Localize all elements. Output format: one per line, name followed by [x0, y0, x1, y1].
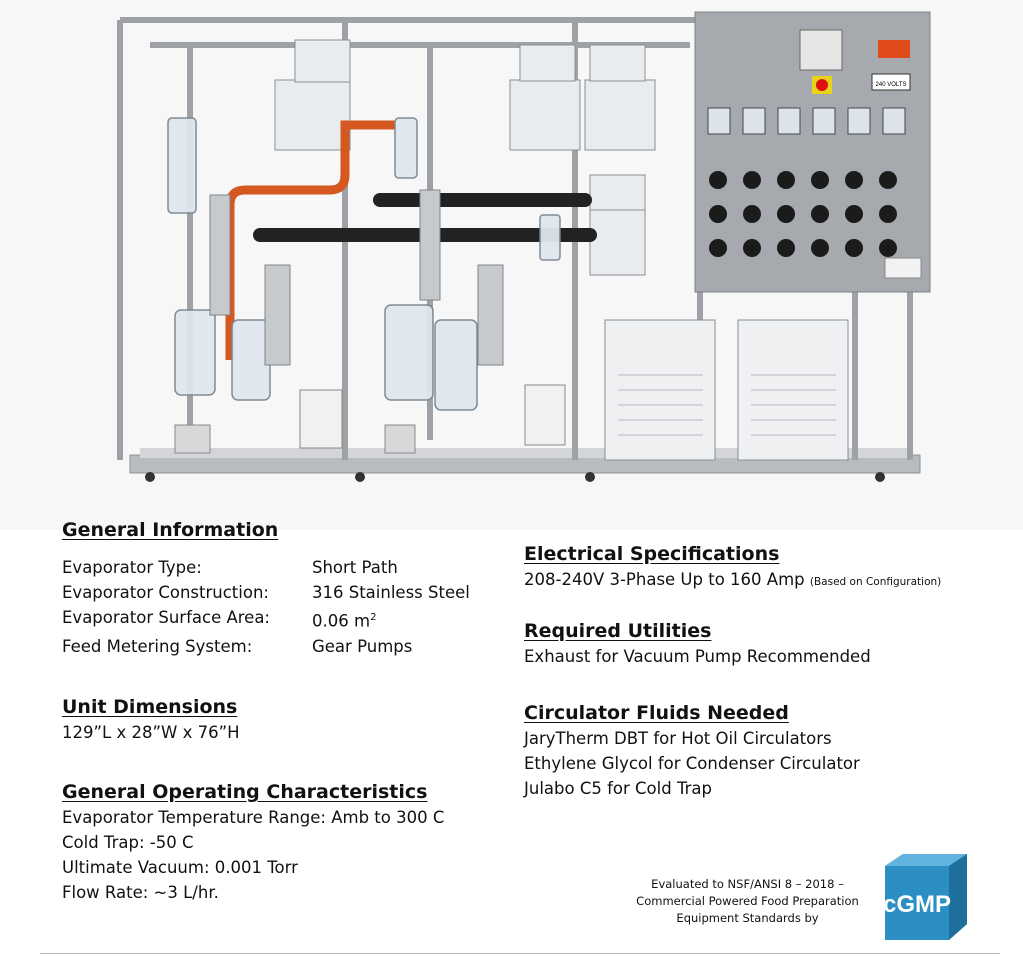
- info-label: Feed Metering System:: [62, 636, 253, 656]
- info-row: [62, 580, 470, 605]
- required-utilities-heading: Required Utilities: [524, 620, 712, 642]
- bottom-divider: [40, 953, 1000, 954]
- operating-line: Evaporator Temperature Range: Amb to 300 C: [62, 808, 445, 827]
- fluid-line: Ethylene Glycol for Condenser Circulator: [524, 754, 860, 773]
- required-utilities-section: [524, 620, 871, 669]
- electrical-specifications-section: [524, 543, 941, 595]
- info-row: [62, 634, 470, 659]
- info-value: Gear Pumps: [312, 636, 413, 656]
- fluid-line: JaryTherm DBT for Hot Oil Circulators: [524, 729, 832, 748]
- evaluation-note: [625, 876, 870, 927]
- general-information-section: [62, 519, 470, 659]
- unit-dimensions-value: 129”L x 28”W x 76”H: [62, 723, 240, 742]
- electrical-specifications-heading: Electrical Specifications: [524, 543, 780, 565]
- info-label: Evaporator Surface Area:: [62, 608, 270, 627]
- info-label: Evaporator Construction:: [62, 583, 269, 602]
- operating-characteristics-heading: General Operating Characteristics: [62, 781, 428, 803]
- surface-area-exponent: 2: [370, 612, 377, 623]
- electrical-value: 208-240V 3-Phase Up to 160 Amp: [524, 570, 805, 589]
- info-row: [62, 555, 470, 580]
- unit-dimensions-heading: Unit Dimensions: [62, 696, 238, 718]
- info-value: 316 Stainless Steel: [312, 583, 470, 602]
- operating-characteristics-section: [62, 781, 444, 905]
- operating-line: Cold Trap: -50 C: [62, 833, 194, 852]
- info-label: Evaporator Type:: [62, 558, 202, 577]
- general-information-heading: General Information: [62, 519, 279, 541]
- evaluation-line: Equipment Standards by: [676, 911, 819, 925]
- operating-line: Ultimate Vacuum: 0.001 Torr: [62, 858, 298, 877]
- cgmp-logo: [875, 852, 975, 944]
- surface-area-value: 0.06 m: [312, 611, 371, 631]
- evaluation-line: Evaluated to NSF/ANSI 8 – 2018 –: [651, 877, 844, 891]
- info-row: [62, 605, 470, 634]
- info-value: [312, 605, 376, 634]
- evaluation-line: Commercial Powered Food Preparation: [636, 894, 859, 908]
- electrical-note: (Based on Configuration): [809, 576, 942, 588]
- unit-dimensions-section: [62, 696, 240, 745]
- utilities-value: Exhaust for Vacuum Pump Recommended: [524, 647, 871, 666]
- info-value: Short Path: [312, 558, 398, 577]
- panel-voltage-label: 240 VOLTS: [875, 82, 907, 88]
- cgmp-logo-text: cGMP: [882, 891, 952, 918]
- circulator-fluids-heading: Circulator Fluids Needed: [524, 702, 789, 724]
- circulator-fluids-section: [524, 702, 860, 801]
- fluid-line: Julabo C5 for Cold Trap: [524, 779, 712, 798]
- operating-line: Flow Rate: ~3 L/hr.: [62, 883, 219, 902]
